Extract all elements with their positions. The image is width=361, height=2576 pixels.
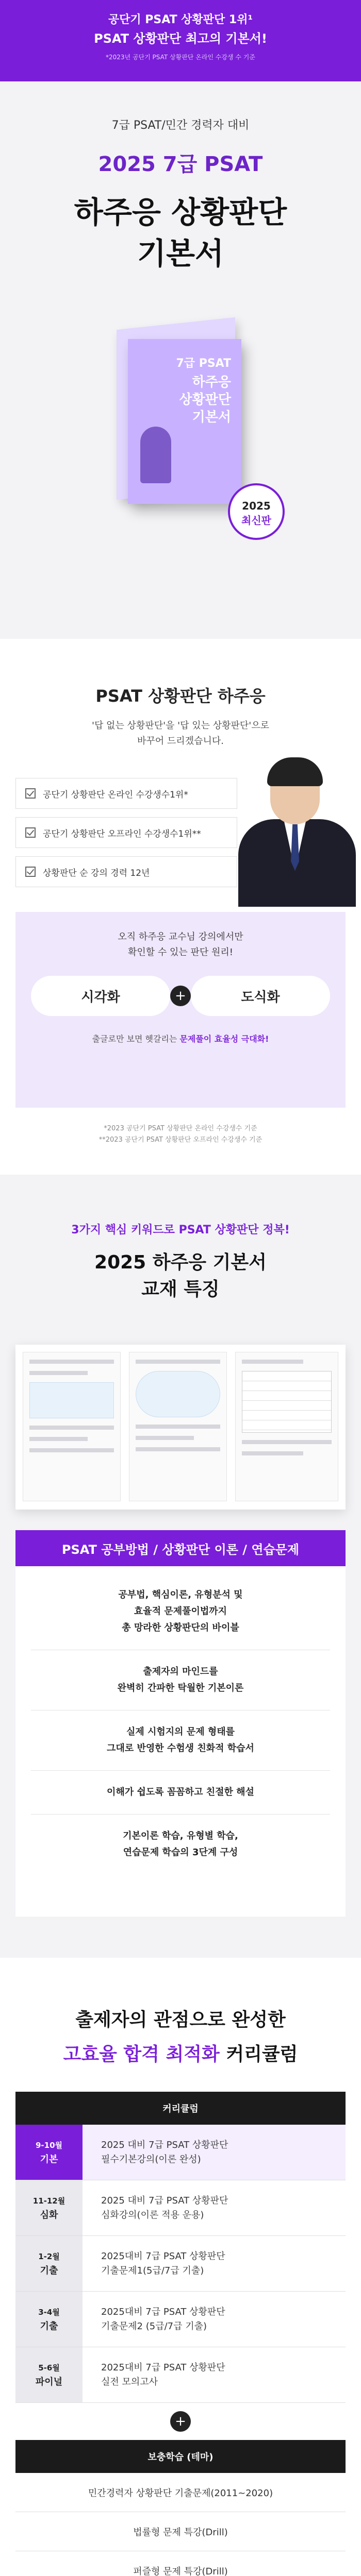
instructor-desc-line1: '답 없는 상황판단'을 '답 있는 상황판단'으로: [92, 720, 269, 731]
curriculum-month: 1-2월: [38, 2251, 60, 2261]
book-cover-line3: 상황판단: [179, 392, 231, 408]
supplement-header: 보충학습 (테마): [15, 2440, 346, 2473]
text-line: [242, 1360, 303, 1364]
hero-section: [0, 81, 361, 639]
credential-item: [15, 856, 237, 887]
curriculum-course: [83, 2347, 346, 2402]
method-box: [15, 912, 346, 1108]
features-tag: 3가지 핵심 키워드로 PSAT 상황판단 정복!: [71, 1224, 290, 1236]
curriculum-stage: 심화: [40, 2209, 58, 2221]
method-question-line1: 오직 하주응 교수님 강의에서만: [118, 931, 243, 942]
curriculum-stage: 기출: [40, 2265, 58, 2276]
credential-item: [15, 778, 237, 809]
feature-line: 그대로 반영한 수험생 친화적 학습서: [107, 1743, 254, 1754]
curriculum-level: [15, 2180, 83, 2235]
footnote: **2023 공단기 PSAT 상황판단 오프라인 수강생수 기준: [99, 1136, 262, 1144]
plus-icon: +: [170, 986, 191, 1006]
curriculum-level: [15, 2292, 83, 2347]
course-line1: 2025 대비 7급 PSAT 상황판단: [101, 2195, 228, 2206]
instructor-photo: [233, 757, 361, 907]
book-pages-preview: [15, 1345, 346, 1510]
curriculum-row: [15, 2125, 346, 2180]
hero-title-main: [0, 192, 361, 274]
hero-title-line1: 하주응 상황판단: [74, 195, 287, 230]
curriculum-heading-line2: [0, 2040, 361, 2066]
page-preview: [23, 1352, 121, 1501]
badge-year: 2025: [242, 500, 271, 512]
feature-line: 완벽히 간파한 탁월한 기본이론: [117, 1683, 244, 1693]
text-line: [29, 1448, 114, 1452]
book-front-cover: [128, 339, 241, 504]
feature-line: 실제 시험지의 문제 형태를: [126, 1726, 235, 1737]
diagram-pill: 도식화: [191, 976, 330, 1016]
text-line: [136, 1447, 220, 1451]
top-banner-line2: PSAT 상황판단 최고의 기본서!: [94, 31, 267, 46]
curriculum-heading-highlight: 고효율 합격 최적화: [63, 2044, 220, 2065]
curriculum-row: [15, 2292, 346, 2347]
visualization-pill: 시각화: [31, 976, 170, 1016]
feature-item: [15, 1664, 346, 1697]
text-line: [29, 1437, 88, 1441]
method-pills: [31, 976, 330, 1016]
supplement-row: 민간경력자 상황판단 기출문제(2011~2020): [15, 2473, 346, 2512]
curriculum-course: [83, 2180, 346, 2235]
credential-text: 상황판단 순 강의 경력 12년: [43, 868, 150, 878]
feature-line: 총 망라한 상황판단의 바이블: [122, 1622, 239, 1633]
feature-item: [15, 1587, 346, 1636]
book-cover-line1: 7급 PSAT: [176, 357, 231, 370]
checkbox-icon: [25, 827, 36, 838]
checkbox-icon: [25, 867, 36, 877]
divider: [31, 1814, 330, 1815]
course-line1: 2025대비 7급 PSAT 상황판단: [101, 2250, 225, 2262]
supplement-row: 퍼즐형 문제 특강(Drill): [15, 2551, 346, 2576]
credential-text: 공단기 상황판단 온라인 수강생수1위*: [43, 789, 188, 800]
table-preview: [242, 1371, 332, 1433]
photo-hair: [267, 757, 323, 786]
top-banner-note: *2023년 공단기 PSAT 상황판단 온라인 수강생 수 기준: [106, 54, 255, 61]
book-image: [99, 324, 271, 550]
curriculum-month: 5-6월: [38, 2363, 60, 2372]
curriculum-table-header: 커리큘럼: [15, 2092, 346, 2125]
hero-title-line2: 기본서: [137, 236, 224, 271]
book-cover-title: [138, 374, 231, 426]
course-line2: 실전 모의고사: [101, 2376, 158, 2387]
text-line: [136, 1436, 194, 1440]
page-preview: [129, 1352, 227, 1501]
feature-line: 효율적 문제풀이법까지: [134, 1606, 227, 1617]
course-line2: 기출문제1(5급/7급 기출): [101, 2265, 204, 2276]
curriculum-course: [83, 2125, 346, 2180]
course-line1: 2025 대비 7급 PSAT 상황판단: [101, 2139, 228, 2150]
curriculum-month: 9-10월: [35, 2140, 63, 2150]
divider: [31, 1770, 330, 1771]
method-result-highlight: 문제풀이 효율성 극대화!: [179, 1034, 269, 1044]
feature-item: [15, 1828, 346, 1861]
text-line: [29, 1360, 114, 1364]
features-heading-line2: 교재 특징: [141, 1279, 220, 1300]
badge-label: 최신판: [241, 514, 271, 527]
text-line: [242, 1451, 303, 1455]
curriculum-plus: [15, 2403, 346, 2440]
top-banner-line1: 공단기 PSAT 상황판단 1위¹: [108, 13, 253, 26]
curriculum-section: [0, 1958, 361, 2576]
curriculum-row: [15, 2236, 346, 2292]
curriculum-row: [15, 2347, 346, 2403]
curriculum-month: 11-12월: [32, 2196, 65, 2206]
page-preview: [235, 1352, 338, 1501]
supplement-row: 법률형 문제 특강(Drill): [15, 2512, 346, 2551]
curriculum-heading-line1: 출제자의 관점으로 완성한: [75, 2009, 286, 2030]
method-result-prefix: 출글로만 보면 헷갈리는: [92, 1034, 180, 1044]
features-section: [0, 1175, 361, 1958]
footnote: *2023 공단기 PSAT 상황판단 온라인 수강생수 기준: [104, 1125, 257, 1132]
curriculum-level: [15, 2125, 83, 2180]
curriculum-stage: 기본: [40, 2154, 58, 2165]
features-heading-line1: 2025 하주응 기본서: [94, 1252, 267, 1273]
plus-icon: +: [170, 2411, 191, 2432]
instructor-section: [0, 639, 361, 1175]
feature-line: 공부법, 핵심이론, 유형분석 및: [118, 1589, 243, 1600]
curriculum-stage: 기출: [40, 2320, 58, 2332]
credential-item: [15, 817, 237, 848]
credential-list: [15, 778, 237, 895]
text-line: [29, 1371, 88, 1375]
course-line1: 2025대비 7급 PSAT 상황판단: [101, 2306, 225, 2317]
course-line2: 기출문제2 (5급/7급 기출): [101, 2320, 207, 2332]
instructor-desc-line2: 바꾸어 드리겠습니다.: [137, 736, 224, 747]
instructor-footnotes: [0, 1123, 361, 1146]
instructor-description: [0, 718, 361, 749]
credential-text: 공단기 상황판단 오프라인 수강생수1위**: [43, 828, 201, 839]
method-result: [15, 1032, 346, 1044]
feature-item: [15, 1784, 346, 1801]
book-cover-figure: [140, 427, 171, 483]
curriculum-heading-rest: 커리큘럼: [219, 2044, 298, 2065]
instructor-heading: PSAT 상황판단 하주응: [95, 686, 266, 706]
method-question-line2: 확인할 수 있는 판단 원리!: [128, 947, 233, 958]
book-cover-line2: 하주응: [192, 375, 231, 390]
diagram-box: [136, 1371, 220, 1417]
course-line2: 심화강의(이론 적용 운용): [101, 2209, 204, 2221]
checkbox-icon: [25, 788, 36, 799]
course-line2: 필수기본강의(이론 완성): [101, 2154, 201, 2165]
curriculum-row: [15, 2180, 346, 2236]
top-banner: [0, 0, 361, 81]
text-line: [29, 1426, 114, 1430]
features-bar: PSAT 공부방법 / 상황판단 이론 / 연습문제: [15, 1530, 346, 1566]
feature-list: [15, 1566, 346, 1917]
curriculum-course: [83, 2292, 346, 2347]
curriculum-table: [15, 2092, 346, 2576]
text-line: [242, 1440, 332, 1444]
curriculum-level: [15, 2347, 83, 2402]
feature-item: [15, 1724, 346, 1757]
course-line1: 2025대비 7급 PSAT 상황판단: [101, 2362, 225, 2373]
features-heading: [0, 1249, 361, 1303]
curriculum-stage: 파이널: [35, 2376, 63, 2387]
text-line: [136, 1425, 220, 1429]
text-line: [136, 1360, 220, 1364]
edition-badge: [228, 483, 285, 540]
curriculum-course: [83, 2236, 346, 2291]
feature-line: 출제자의 마인드를: [143, 1666, 218, 1677]
feature-line: 기본이론 학습, 유형별 학습,: [123, 1831, 238, 1841]
curriculum-level: [15, 2236, 83, 2291]
book-cover-line4: 기본서: [192, 410, 231, 425]
method-question: [15, 912, 346, 960]
curriculum-month: 3-4월: [38, 2307, 60, 2317]
hero-title-year: 2025 7급 PSAT: [98, 152, 263, 176]
example-box: [29, 1382, 114, 1418]
feature-line: 이해가 쉽도록 꼼꼼하고 친절한 해설: [107, 1787, 254, 1798]
hero-subtitle: 7급 PSAT/민간 경력자 대비: [111, 119, 250, 132]
feature-line: 연습문제 학습의 3단계 구성: [123, 1847, 238, 1858]
